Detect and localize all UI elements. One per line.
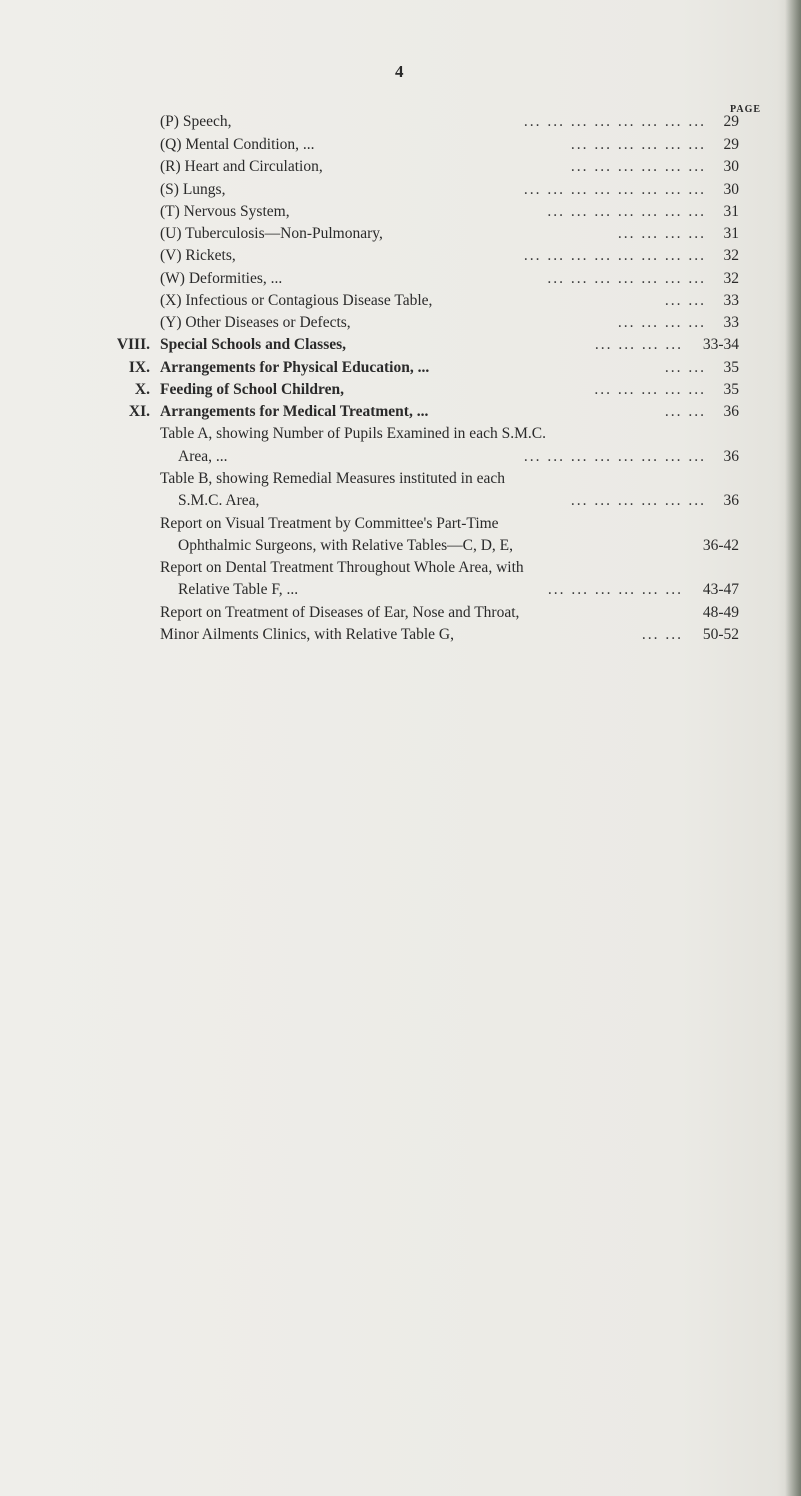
toc-page-reference: 36-42 (702, 537, 739, 554)
toc-leader-dots: ... ... (664, 359, 706, 376)
toc-leader-dots: ... ... ... ... ... ... ... ... (523, 448, 706, 465)
toc-page-reference: 50-52 (702, 626, 739, 643)
toc-entry (0, 268, 801, 290)
toc-leader-dots: ... ... ... ... ... ... ... (547, 203, 706, 220)
toc-section-numeral: VIII. (116, 336, 150, 353)
toc-entry-label: (Y) Other Diseases or Defects, (160, 314, 351, 331)
toc-page-reference: 36 (723, 403, 739, 420)
toc-page-reference: 33 (723, 292, 739, 309)
toc-entry (0, 379, 801, 401)
toc-entry-label: S.M.C. Area, (178, 492, 260, 509)
toc-entry (0, 624, 801, 646)
toc-page-reference: 32 (723, 270, 739, 287)
toc-entry-label: Area, ... (178, 448, 228, 465)
toc-entry-label: (P) Speech, (160, 113, 232, 130)
toc-leader-dots: ... ... ... ... (617, 225, 706, 242)
toc-entry-label: (T) Nervous System, (160, 203, 290, 220)
toc-entry-label: Report on Dental Treatment Throughout Whole Area, with (160, 559, 524, 576)
toc-entry-label: Special Schools and Classes, (160, 336, 347, 353)
toc-entry (0, 579, 801, 601)
toc-entry (0, 490, 801, 512)
toc-entry (0, 357, 801, 379)
toc-entry (0, 245, 801, 267)
toc-leader-dots: ... ... ... ... ... (594, 381, 706, 398)
toc-section-numeral: X. (134, 381, 150, 398)
toc-page-reference: 35 (723, 381, 739, 398)
toc-entry-label: Table B, showing Remedial Measures instituted in each (160, 470, 506, 487)
toc-entry (0, 156, 801, 178)
toc-entry-label: Relative Table F, ... (178, 581, 299, 598)
toc-entry-label: (U) Tuberculosis—Non-Pulmonary, (160, 225, 383, 242)
toc-entry-label: Table A, showing Number of Pupils Examined in each S.M.C. (160, 425, 546, 442)
toc-page-reference: 33 (723, 314, 739, 331)
page-column-header: PAGE (730, 104, 762, 115)
toc-leader-dots: ... ... ... ... ... ... ... ... (523, 113, 706, 130)
toc-leader-dots: ... ... (664, 292, 706, 309)
toc-leader-dots: ... ... ... ... ... ... ... ... (523, 247, 706, 264)
toc-page-reference: 33-34 (702, 336, 739, 353)
toc-entry (0, 201, 801, 223)
toc-entry-label: Arrangements for Physical Education, ... (160, 359, 430, 376)
toc-leader-dots: ... ... ... ... ... ... (547, 581, 683, 598)
toc-entry-label: Arrangements for Medical Treatment, ... (160, 403, 429, 420)
toc-entry-label: Report on Visual Treatment by Committee's Part-Time (160, 515, 499, 532)
toc-page-reference: 35 (723, 359, 739, 376)
toc-entry-label: (S) Lungs, (160, 181, 226, 198)
toc-entry (0, 111, 801, 133)
toc-section-numeral: XI. (128, 403, 150, 420)
toc-entry (0, 401, 801, 423)
toc-leader-dots: ... ... ... ... (594, 336, 683, 353)
toc-page-reference: 30 (723, 181, 739, 198)
toc-entry-label: Minor Ailments Clinics, with Relative Table G, (160, 626, 454, 643)
toc-entry (0, 535, 801, 557)
toc-leader-dots: ... ... (664, 403, 706, 420)
toc-entry (0, 602, 801, 624)
toc-entry (0, 513, 801, 535)
toc-entry-label: (X) Infectious or Contagious Disease Table, (160, 292, 433, 309)
toc-page-reference: 32 (723, 247, 739, 264)
toc-leader-dots: ... ... ... ... ... ... (570, 492, 706, 509)
toc-page-reference: 43-47 (702, 581, 739, 598)
toc-page-reference: 36 (723, 448, 739, 465)
toc-entry-label: Ophthalmic Surgeons, with Relative Tables—C, D, E, (178, 537, 513, 554)
toc-page-reference: 29 (723, 136, 739, 153)
toc-leader-dots: ... ... ... ... ... ... (570, 158, 706, 175)
toc-page-reference: 29 (723, 113, 739, 130)
toc-page-reference: 36 (723, 492, 739, 509)
toc-entry (0, 468, 801, 490)
toc-entry-label: (V) Rickets, (160, 247, 236, 264)
toc-entry (0, 334, 801, 356)
toc-entry-label: (W) Deformities, ... (160, 270, 283, 287)
toc-entry (0, 134, 801, 156)
toc-entry-label: (R) Heart and Circulation, (160, 158, 323, 175)
toc-entry (0, 312, 801, 334)
toc-entry-label: Feeding of School Children, (160, 381, 345, 398)
page-number: 4 (395, 62, 404, 81)
toc-leader-dots: ... ... ... ... ... ... ... (547, 270, 706, 287)
toc-entry-label: Report on Treatment of Diseases of Ear, Nose and Throat, (160, 604, 520, 621)
toc-entry (0, 290, 801, 312)
toc-entry (0, 446, 801, 468)
toc-entry (0, 557, 801, 579)
toc-leader-dots: ... ... ... ... ... ... (570, 136, 706, 153)
toc-entry (0, 179, 801, 201)
toc-page-reference: 31 (723, 203, 739, 220)
toc-page-reference: 30 (723, 158, 739, 175)
toc-entry (0, 223, 801, 245)
toc-page-reference: 48-49 (702, 604, 739, 621)
toc-page-reference: 31 (723, 225, 739, 242)
toc-leader-dots: ... ... ... ... ... ... ... ... (523, 181, 706, 198)
toc-entry (0, 423, 801, 445)
toc-entry-label: (Q) Mental Condition, ... (160, 136, 315, 153)
toc-leader-dots: ... ... ... ... (617, 314, 706, 331)
toc-section-numeral: IX. (128, 359, 150, 376)
toc-leader-dots: ... ... (641, 626, 683, 643)
